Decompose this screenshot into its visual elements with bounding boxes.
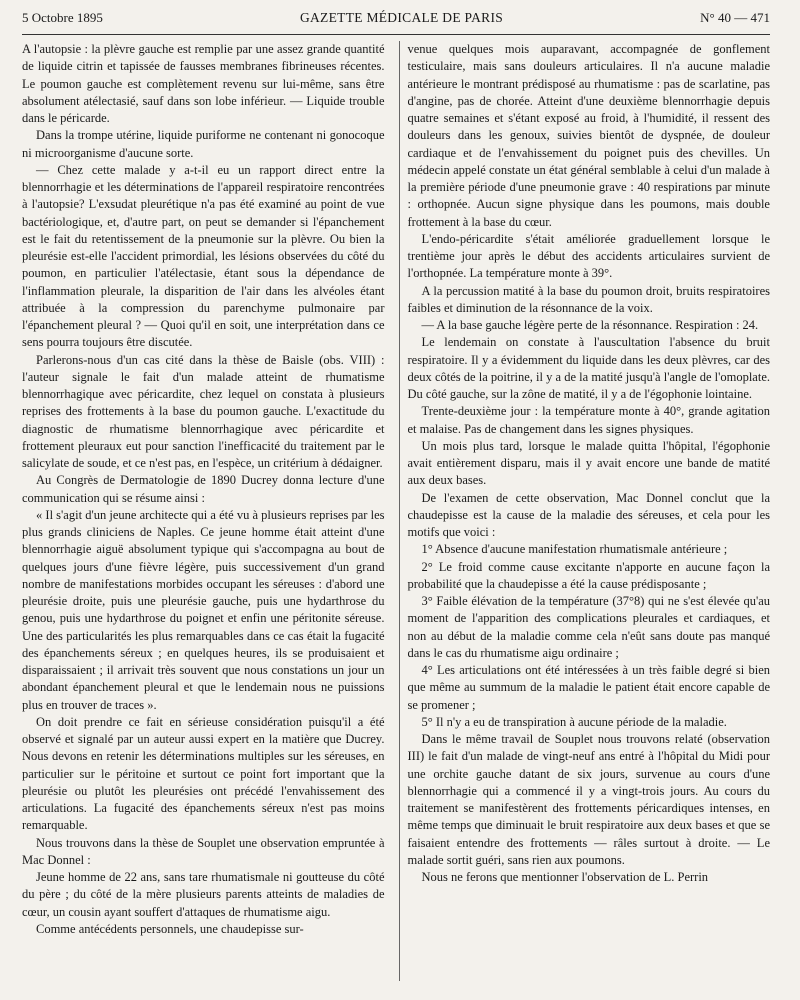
paragraph: Un mois plus tard, lorsque le malade quitta l'hôpital, l'égophonie avait entièrement disparu, mais il y avait encore une bande de matité aux deux bases. — [407, 438, 770, 488]
paragraph: — Chez cette malade y a-t-il eu un rapport direct entre la blennorrhagie et les déterminations de l'appareil respiratoire rencontrées à l'autopsie? L'exsudat pleurétique n'a pas été examiné au point de vue bactériologique, et, d'autre part, on peut se demander si l'épanchement est le fait du retentissement de la pneumonie sur la plèvre. Ou bien la pleurésie est-elle l'accident primordial, les lésions observées du côté du poumon, en particulier l'atélectasie, étant sous la dépendance de l'inflammation pleurale, la disparition de l'air dans les alvéoles étant attribuée à la compression du parenchyme pulmonaire par l'épanchement pleural ? — Quoi qu'il en soit, une interprétation dans ce sens pourra toujours être discutée. — [22, 162, 385, 350]
paragraph: Trente-deuxième jour : la température monte à 40°, grande agitation et malaise. Pas de changement dans les signes physiques. — [407, 404, 770, 436]
left-column — [22, 41, 385, 981]
paragraph: Comme antécédents personnels, une chaudepisse sur- — [36, 921, 304, 936]
issue-and-page-number: N° 40 — 471 — [700, 10, 770, 25]
paragraph: Le lendemain on constate à l'auscultation l'absence du bruit respiratoire. Il y a évidemment du liquide dans les deux plèvres, car des deux côtés de la poitrine, il y a de la matité jusqu'à l'angle de l'omoplate. Du côté gauche, sur la zône de matité, il y a de l'égophonie lointaine. — [407, 335, 770, 401]
list-item: 5° Il n'y a eu de transpiration à aucune période de la maladie. — [421, 714, 727, 729]
paragraph: On doit prendre ce fait en sérieuse considération puisqu'il a été observé et signalé par un auteur aussi expert en la matière que Ducrey. Nous devons en retenir les déterminations multiples sur les séreuses, en particulier sur le péritoine et surtout ce point fort important que la pleurésie ou plutôt les pleurésies ont précédé l'envahissement des articulations. La fugacité des épanchements séreux n'est pas moins remarquable. — [22, 714, 385, 833]
paragraph: — A la base gauche légère perte de la résonnance. Respiration : 24. — [421, 318, 759, 332]
paragraph: A la percussion matité à la base du poumon droit, bruits respiratoires faibles et diminution de la résonnance de la voix. — [407, 283, 770, 315]
journal-title: GAZETTE MÉDICALE DE PARIS — [299, 10, 504, 25]
paragraph: venue quelques mois auparavant, accompagnée de gonflement testiculaire, mais sans douleurs articulaires. Il n'a aucune maladie antérieure le montrant prédisposé au rhumatisme : pas de scarlatine, pas d'angine, pas de chorée. Atteint d'une deuxième blennorrhagie depuis quatre semaines et s'étant exposé au froid, à l'humidité, il ressent des douleurs dans les genoux, suivies bientôt de dyspnée, de douleur cardiaque et de l'envahissement du poignet puis des chevilles. Un médecin appelé constate un état général semblable à celui d'un malade à la première période d'une pneumonie grave : 40 respirations par minute : orthopnée. Aucun signe physique dans les poumons, mais double frottement à la base du cœur. — [407, 42, 770, 229]
running-header — [22, 10, 770, 35]
list-item: 2° Le froid comme cause excitante n'apporte en aucune façon la probabilité que la chaudepisse a été la cause prédisposante ; — [407, 559, 770, 591]
list-item: 4° Les articulations ont été intéressées à un très faible degré si bien que même au summum de la maladie le patient était encore capable de se promener ; — [407, 663, 770, 712]
list-item: 3° Faible élévation de la température (37°8) qui ne s'est élevée qu'au moment de l'apparition des complications pleurales et cardiaques, et non au début de la maladie comme cela n'eût sans doute pas manqué dans le cas du rhumatisme aigu ordinaire ; — [407, 594, 770, 660]
list-item: 1° Absence d'aucune manifestation rhumatismale antérieure ; — [421, 542, 728, 557]
right-column — [399, 41, 771, 981]
paragraph: Nous ne ferons que mentionner l'observation de L. Perrin — [421, 870, 709, 884]
paragraph: De l'examen de cette observation, Mac Donnel conclut que la chaudepisse est la cause de la maladie des séreuses, et cela pour les motifs que voici : — [407, 490, 770, 539]
header-date: 5 Octobre 1895 — [22, 10, 103, 25]
paragraph: Dans le même travail de Souplet nous trouvons relaté (observation III) le fait d'un malade de vingt-neuf ans entré à l'hôpital du Midi pour une orchite gauche datant de six jours, survenue au cours d'une blennorrhagie qui a commencé il y a vingt-trois jours. Au cours du traitement se manifestèrent des frottements péricardiques intenses, en même temps que diminuait le bruit respiratoire aux deux bases et que se faisaient entendre des frottements — râles surtout à droite. — Le malade sortit guéri, sans rien aux poumons. — [407, 732, 770, 867]
paragraph: L'endo-péricardite s'était améliorée graduellement lorsque le trentième jour après le début des accidents articulaires survient de l'orthopnée. La température monte à 39°. — [407, 231, 770, 281]
paragraph: Parlerons-nous d'un cas cité dans la thèse de Baisle (obs. VIII) : l'auteur signale le fait d'un malade atteint de rhumatisme blennorrhagique avec péricardite, chez lequel on constata à plusieurs reprises des frottements à la base du poumon gauche. L'exactitude du diagnostic de rhumatisme blennorrhagique avec péricardite et frottement pleuraux eut pour sanction l'inefficacité du traitement par le salicylate de soude, et ce n'est pas, en l'espèce, un critérium à dédaigner. — [22, 352, 385, 470]
text-columns — [22, 41, 770, 981]
paragraph: Dans la trompe utérine, liquide puriforme ne contenant ni gonocoque ni microorganisme d'aucune sorte. — [22, 128, 385, 160]
paragraph: Au Congrès de Dermatologie de 1890 Ducrey donna lecture d'une communication qui se résume ainsi : — [22, 473, 385, 505]
paragraph: A l'autopsie : la plèvre gauche est remplie par une assez grande quantité de liquide citrin et tapissée de fausses membranes fibrineuses récentes. Le poumon gauche est complètement revenu sur lui-même, sans être absolument atélectasié, sauf dans son lobe inférieur. — Liquide trouble dans le péricarde. — [22, 42, 385, 125]
paragraph: Jeune homme de 22 ans, sans tare rhumatismale ni goutteuse du côté du père ; du côté de la mère plusieurs parents atteints de maladies de cœur, un cousin ayant souffert d'attaques de rhumatisme aigu. — [22, 870, 385, 919]
paragraph: Nous trouvons dans la thèse de Souplet une observation empruntée à Mac Donnel : — [22, 835, 385, 867]
quotation-paragraph: « Il s'agit d'un jeune architecte qui a été vu à plusieurs reprises par les plus grands cliniciens de Naples. Ce jeune homme était atteint d'une blennorrhagie aiguë absolument typique qui s'accompagna au bout de quelques jours d'une fièvre légère, puis successivement d'un grand nombre de manifestations morbides occupant les séreuses : d'abord une pleurésie droite, puis une pleurésie gauche, puis une hydarthrose du genou, puis une hydarthrose du poignet et enfin une péritonite séreuse. Une des particularités les plus remarquables dans ce cas était la fugacité des épanchements séreux ; en quelques heures, ils se produisaient et disparaissaient ; il arrivait très souvent que nous constations un jour un abondant épanchement pleural et que le lendemain nous ne puissions plus en trouver de traces ». — [22, 507, 385, 712]
